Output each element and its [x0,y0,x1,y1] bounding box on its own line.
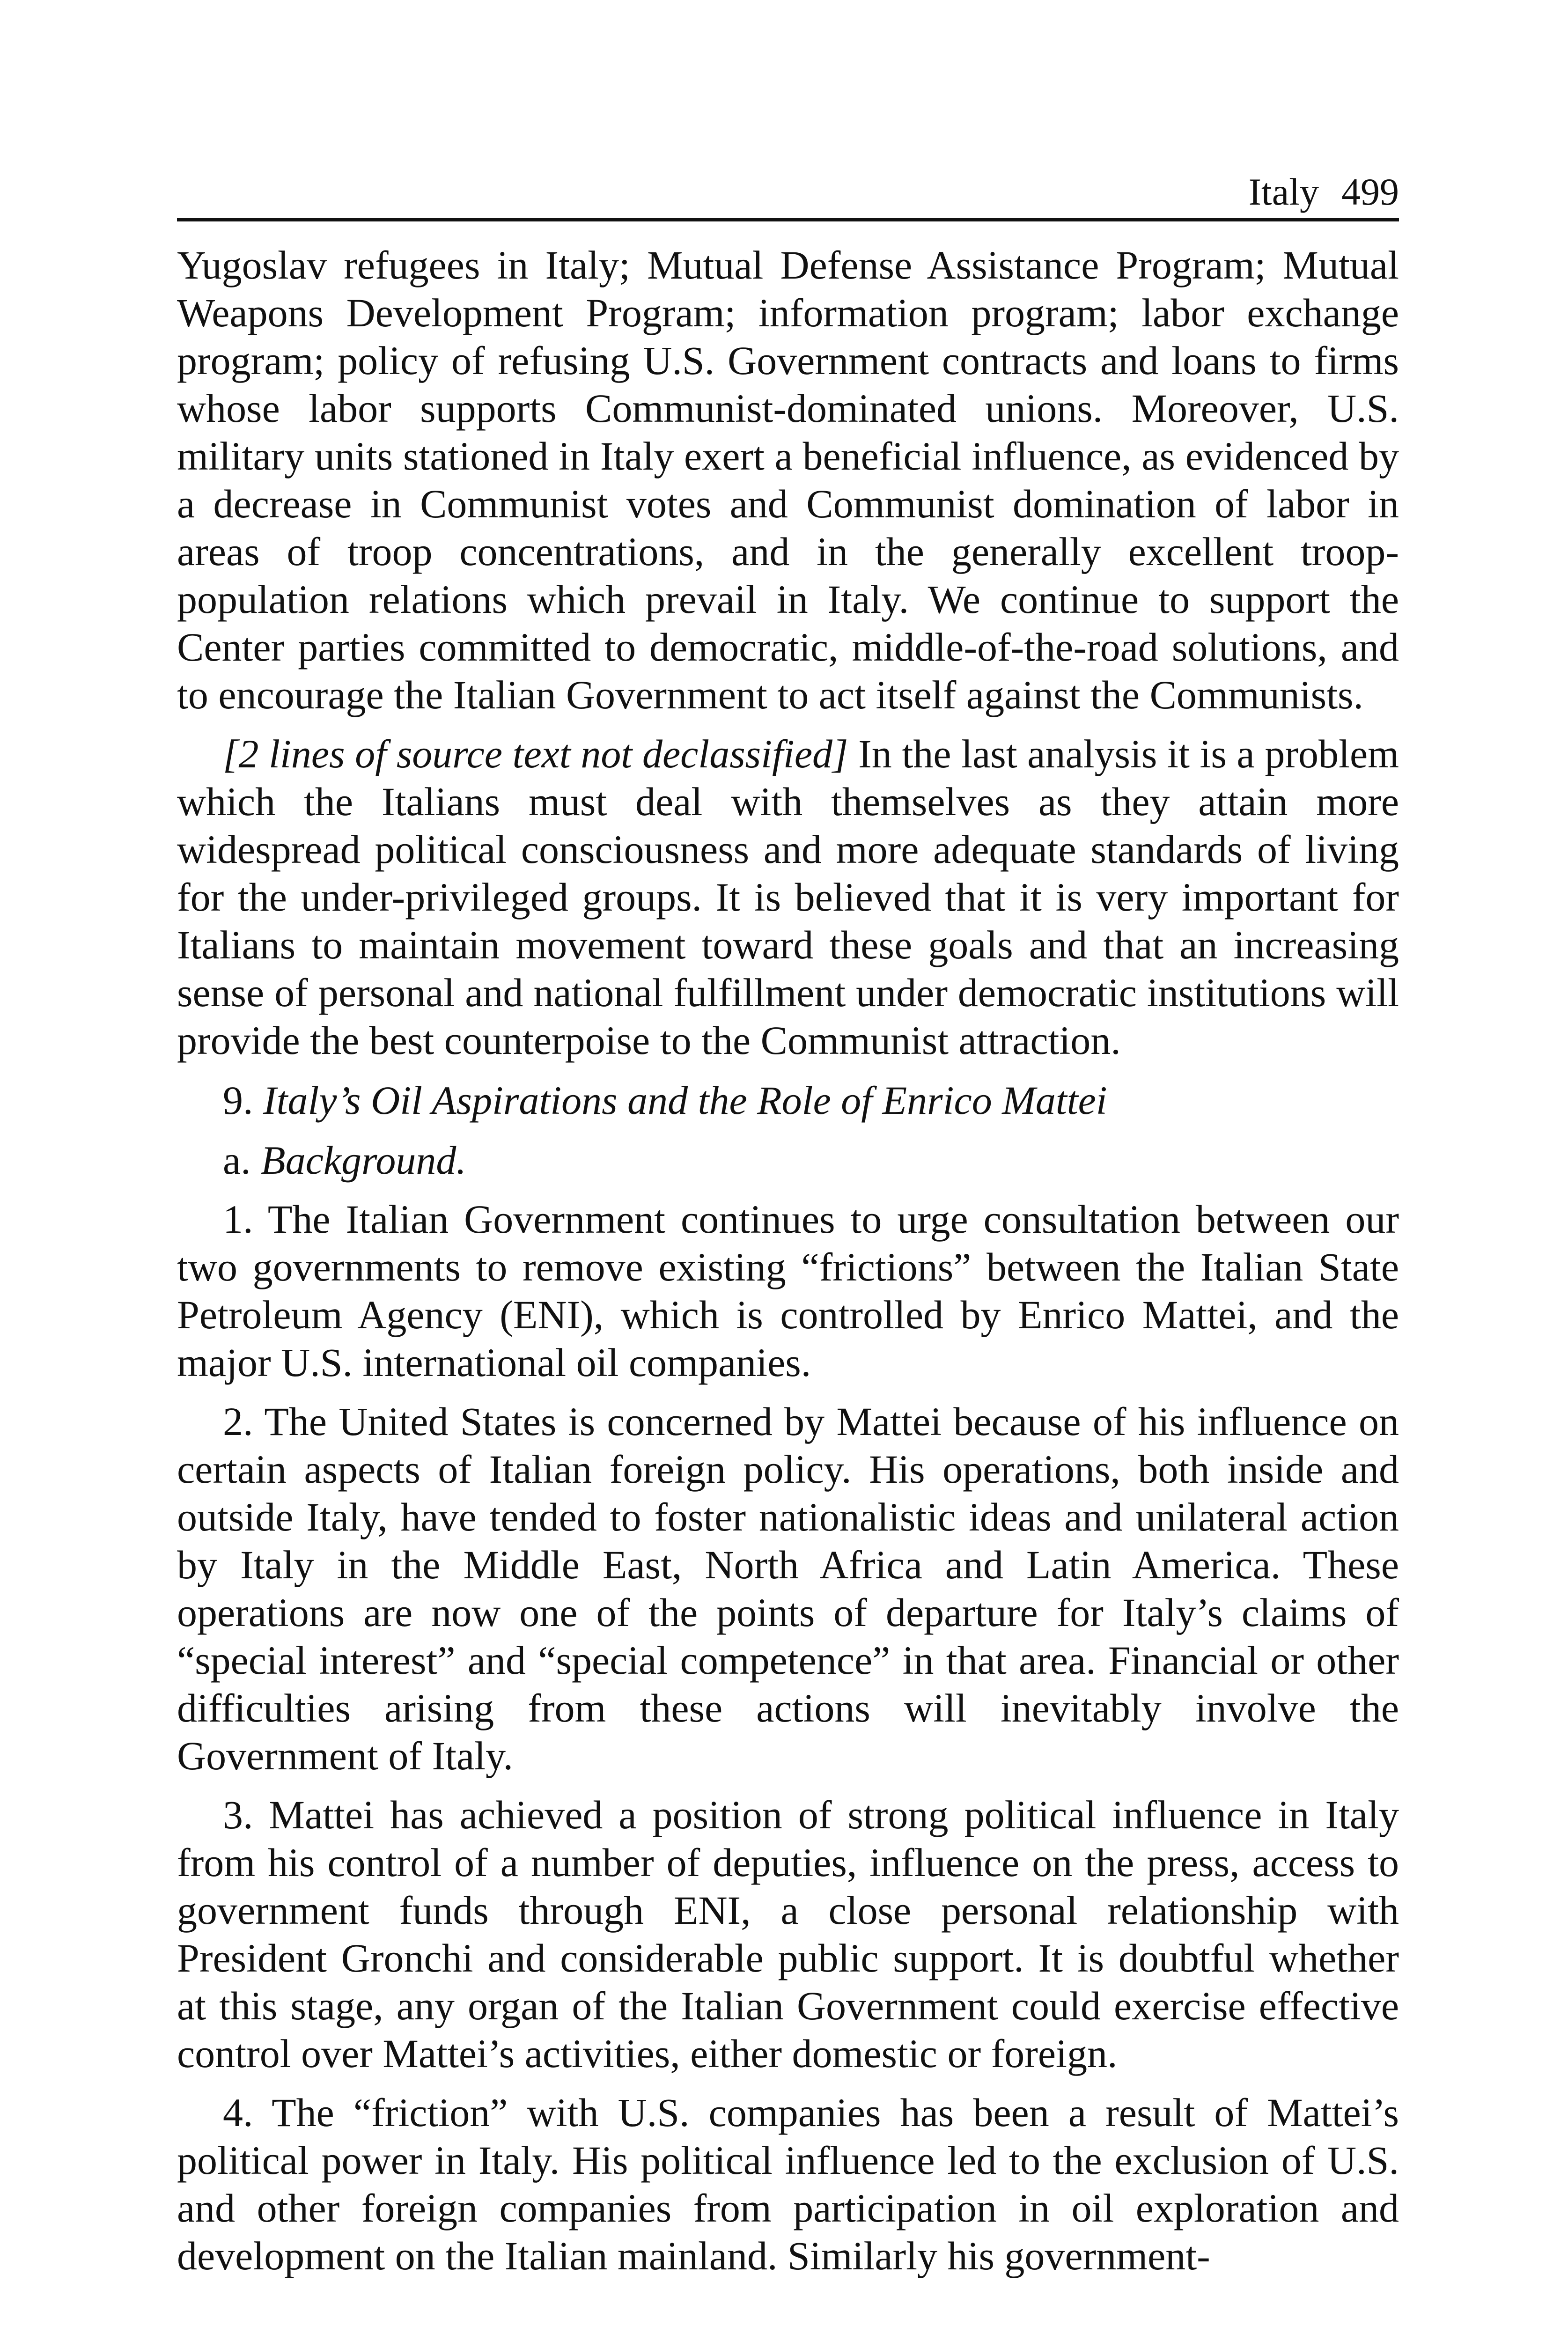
subsection-title: Background. [261,1138,466,1183]
declassification-note: [2 lines of source text not declassified] [223,731,848,776]
running-header-title: Italy [1248,170,1319,213]
subsection-heading-a [177,1136,1399,1184]
numbered-paragraph-1: 1. The Italian Government continues to urge consultation between our two governments to remove existing “frictions” between the Italian State Petroleum Agency (ENI), which is controlled by Enrico Mattei, and the major U.S. international oil companies. [177,1197,1399,1385]
subsection-label: a. [223,1138,251,1183]
section-number: 9. [223,1078,253,1123]
header-rule [177,218,1399,221]
document-page [177,169,1399,2341]
section-heading-9 [177,1076,1399,1124]
page-number: 499 [1341,170,1399,213]
paragraph-declassification-text: In the last analysis it is a problem which the Italians must deal with themselves as they attain more widespread political consciousness and more adequate standards of living for the under-privileged groups. It is believed that it is very important for Italians to maintain movement toward these goals and that an increasing sense of personal and national fulfillment under democratic institutions will provide the best counterpoise to the Communist attraction. [177,731,1399,1063]
section-title: Italy’s Oil Aspirations and the Role of Enrico Mattei [263,1078,1107,1123]
paragraph-continuation: Yugoslav refugees in Italy; Mutual Defense Assistance Program; Mutual Weapons Development Program; information program; labor exchange program; policy of refusing U.S. Government contracts and loans to firms whose labor supports Communist-dominated unions. Moreover, U.S. military units stationed in Italy exert a beneficial influence, as evidenced by a decrease in Communist votes and Communist domination of labor in areas of troop concentrations, and in the generally excellent troop-population relations which prevail in Italy. We continue to support the Center parties committed to democratic, middle-of-the-road solutions, and to encourage the Italian Government to act itself against the Communists. [177,243,1399,717]
running-header [177,169,1399,215]
numbered-paragraph-3: 3. Mattei has achieved a position of strong political influence in Italy from his control of a number of deputies, influence on the press, access to government funds through ENI, a close personal relationship with President Gronchi and considerable public support. It is doubtful whether at this stage, any organ of the Italian Government could exercise effective control over Mattei’s activities, either domestic or foreign. [177,1792,1399,2076]
numbered-paragraph-4: 4. The “friction” with U.S. companies has been a result of Mattei’s political power in Italy. His political influence led to the exclusion of U.S. and other foreign companies from participation in oil exploration and development on the Italian mainland. Similarly his government- [177,2090,1399,2278]
numbered-paragraph-2: 2. The United States is concerned by Mattei because of his influence on certain aspects of Italian foreign policy. His operations, both inside and outside Italy, have tended to foster nationalistic ideas and unilateral action by Italy in the Middle East, North Africa and Latin America. These operations are now one of the points of departure for Italy’s claims of “special interest” and “special competence” in that area. Financial or other difficulties arising from these actions will inevitably involve the Government of Italy. [177,1399,1399,1778]
paragraph-declassification [177,730,1399,1064]
